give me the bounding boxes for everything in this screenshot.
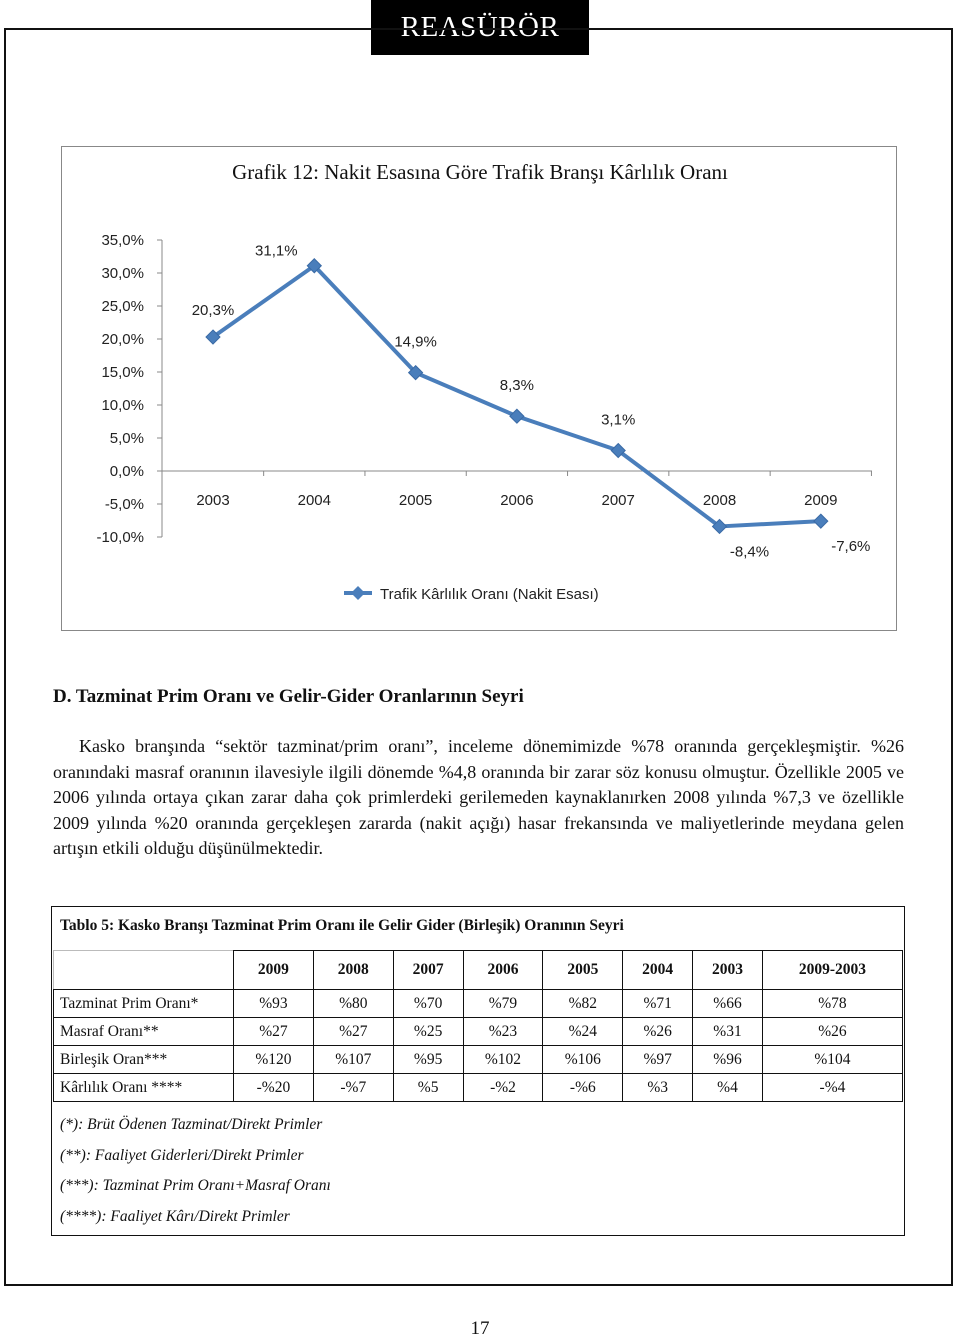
table-row	[54, 990, 903, 1018]
table-cell: -%2	[463, 1074, 543, 1102]
table-header-row	[54, 951, 903, 990]
table-header-cell: 2004	[623, 951, 693, 990]
table-cell: %27	[313, 1018, 393, 1046]
data-label: 31,1%	[255, 242, 298, 260]
section-heading: D. Tazminat Prim Oranı ve Gelir-Gider Oranlarının Seyri	[53, 686, 524, 707]
y-tick-label: 0,0%	[109, 463, 144, 480]
y-tick-label: 5,0%	[109, 430, 144, 447]
data-label: 3,1%	[601, 411, 636, 429]
table-notes	[60, 1110, 331, 1232]
table-header-cell: 2008	[313, 951, 393, 990]
table-title: Tablo 5: Kasko Branşı Tazminat Prim Oranı ile Gelir Gider (Birleşik) Oranının Seyri	[60, 917, 624, 934]
y-tick-label: -10,0%	[96, 529, 144, 546]
chart-frame	[61, 146, 897, 631]
y-tick-label: 20,0%	[101, 331, 144, 348]
y-tick-label: 35,0%	[101, 232, 144, 249]
table-cell: %102	[463, 1046, 543, 1074]
x-tick-label: 2007	[601, 492, 635, 509]
table-row	[54, 1018, 903, 1046]
row-label: Kârlılık Oranı ****	[54, 1074, 234, 1102]
page-number: 17	[470, 1318, 490, 1339]
table-cell: -%4	[762, 1074, 902, 1102]
y-tick-label: 10,0%	[101, 397, 144, 414]
legend-label: Trafik Kârlılık Oranı (Nakit Esası)	[380, 586, 599, 603]
y-tick-label: 15,0%	[101, 364, 144, 381]
table-cell: %78	[762, 990, 902, 1018]
data-label: 20,3%	[191, 302, 235, 320]
y-tick-label: 25,0%	[101, 298, 144, 315]
data-label: -8,4%	[729, 543, 770, 561]
table-cell: %71	[623, 990, 693, 1018]
x-tick-label: 2009	[804, 492, 838, 509]
table-row	[54, 1074, 903, 1102]
table-cell: %106	[543, 1046, 623, 1074]
table-header-cell: 2003	[693, 951, 763, 990]
table-cell: %26	[623, 1018, 693, 1046]
data-label: -7,6%	[831, 538, 871, 556]
table-cell: -%6	[543, 1074, 623, 1102]
table-cell: %25	[393, 1018, 463, 1046]
table-cell: %4	[693, 1074, 763, 1102]
table-cell: %3	[623, 1074, 693, 1102]
header-title: REASÜRÖR	[371, 0, 589, 55]
table-cell: %82	[543, 990, 623, 1018]
x-tick-label: 2005	[398, 492, 433, 509]
note-line: (***): Tazminat Prim Oranı+Masraf Oranı	[60, 1177, 331, 1194]
table-cell: %70	[393, 990, 463, 1018]
note-line: (*): Brüt Ödenen Tazminat/Direkt Primler	[60, 1116, 323, 1133]
table-cell: %66	[693, 990, 763, 1018]
figure-caption: Grafik 12: Nakit Esasına Göre Trafik Branşı Kârlılık Oranı	[232, 160, 728, 184]
table-corner-cell	[54, 951, 234, 990]
table-cell: %26	[762, 1018, 902, 1046]
table-header-cell: 2007	[393, 951, 463, 990]
x-tick-label: 2003	[196, 492, 230, 509]
table-row	[54, 1046, 903, 1074]
table-header-cell: 2009	[234, 951, 314, 990]
x-tick-label: 2008	[702, 492, 737, 509]
table-cell: %23	[463, 1018, 543, 1046]
table-header-cell: 2006	[463, 951, 543, 990]
y-tick-label: -5,0%	[104, 496, 144, 513]
table-header-cell: 2009-2003	[762, 951, 902, 990]
table-cell: %95	[393, 1046, 463, 1074]
table-cell: -%20	[234, 1074, 314, 1102]
x-tick-label: 2004	[297, 492, 331, 509]
table-cell: -%7	[313, 1074, 393, 1102]
section-paragraph: Kasko branşında “sektör tazminat/prim oranı”, inceleme dönemimizde %78 oranında gerçekleşmiştir. %26 oranındaki masraf oranının ilavesiyle ilgili dönemde %4,8 oranında bir zarar söz konusu olmuştur. Özellikle 2005 ve 2006 yılında ortaya çıkan zarar daha çok primlerdeki gerilemeden kaynaklanırken 2008 yılında %7,3 ve özellikle 2009 yılında %20 oranında gerçekleşen zararda (nakit açığı) hasar frekansında ve maliyetlerinde meydana gelen artışın etkili olduğu düşünülmektedir.	[53, 736, 904, 858]
note-line: (**): Faaliyet Giderleri/Direkt Primler	[60, 1146, 304, 1164]
table-cell: %80	[313, 990, 393, 1018]
table-cell: %96	[693, 1046, 763, 1074]
table-cell: %93	[234, 990, 314, 1018]
table-cell: %27	[234, 1018, 314, 1046]
table-cell: %5	[393, 1074, 463, 1102]
table-cell: %24	[543, 1018, 623, 1046]
data-label: 14,9%	[394, 333, 437, 351]
table-header-cell: 2005	[543, 951, 623, 990]
table-cell: %31	[693, 1018, 763, 1046]
table-cell: %79	[463, 990, 543, 1018]
table-cell: %107	[313, 1046, 393, 1074]
y-tick-label: 30,0%	[101, 265, 144, 282]
row-label: Masraf Oranı**	[54, 1018, 234, 1046]
row-label: Birleşik Oran***	[54, 1046, 234, 1074]
data-table	[53, 950, 903, 1102]
row-label: Tazminat Prim Oranı*	[54, 990, 234, 1018]
table-cell: %97	[623, 1046, 693, 1074]
x-tick-label: 2006	[500, 492, 534, 509]
table-cell: %104	[762, 1046, 902, 1074]
table-cell: %120	[234, 1046, 314, 1074]
data-label: 8,3%	[499, 377, 535, 395]
note-line: (****): Faaliyet Kârı/Direkt Primler	[60, 1207, 290, 1225]
